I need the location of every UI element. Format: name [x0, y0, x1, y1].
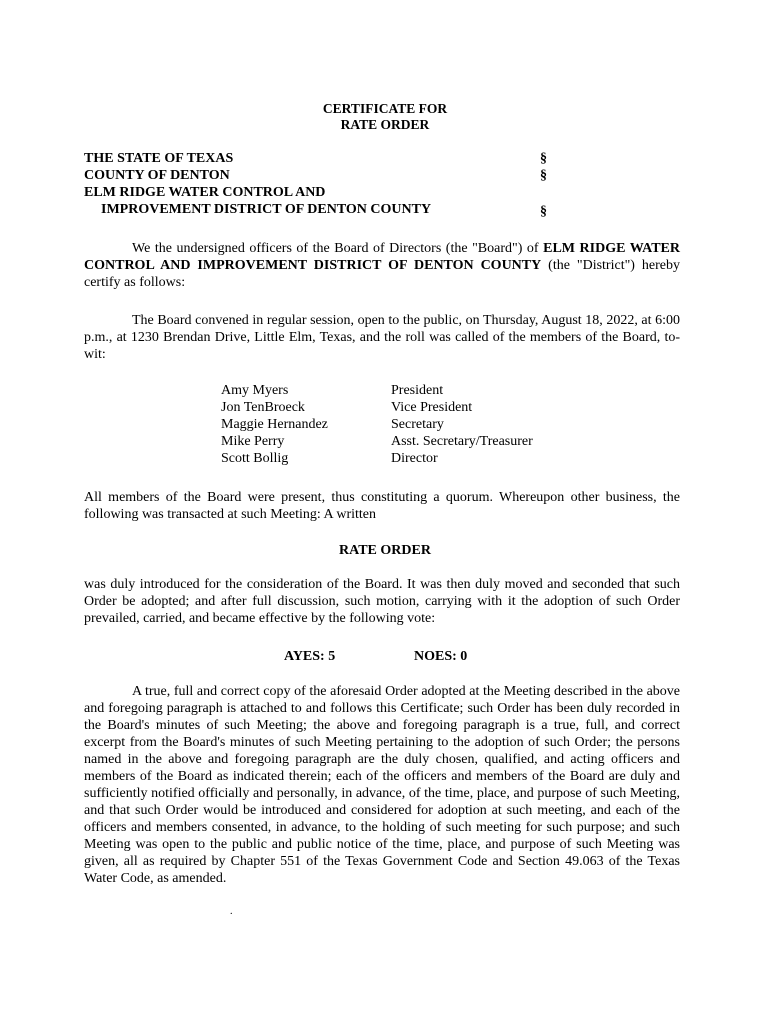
officer-title: President: [391, 383, 444, 398]
officer-title: Secretary: [391, 417, 444, 432]
district-name: ELM RIDGE WATER CONTROL AND IMPROVEMENT DISTRICT OF DENTON COUNTY: [84, 241, 680, 273]
title-line-1: CERTIFICATE FOR: [322, 101, 448, 116]
certification-text: A true, full and correct copy of the aforesaid Order adopted at the Meeting described in the above and foregoing paragraph is attached to and follows this Certificate; such Order has been duly recorded in the Board's minutes of such Meeting; the above and foregoing paragraph is a true, full, and correct excerpt from the Board's minutes of such Meeting pertaining to the adoption of such Order; the persons named in the above and foregoing paragraph are the duly chosen, qualified, and acting officers and members of the Board as indicated therein; each of the officers and members of the Board are duly and sufficiently notified officially and personally, in advance, of the time, place, and purpose of such Meeting, and that such Order would be introduced and considered for adoption at such meeting, and each of the officers and members consented, in advance, to the holding of such meeting for such purpose; and such Meeting was open to the public and public notice of the time, place, and purpose of such Meeting was given, all as required by Chapter 551 of the Texas Government Code and Section 49.063 of the Texas Water Code, as amended.: [84, 684, 680, 886]
footer-mark: .: [230, 906, 233, 917]
section-mark: §: [540, 168, 547, 183]
officer-row: [221, 399, 621, 416]
session-text: The Board convened in regular session, open to the public, on Thursday, August 18, 2022, at 6:00 p.m., at 1230 Brendan Drive, Little Elm, Texas, and the roll was called of the members of the Board, to-wit:: [84, 313, 680, 362]
caption-district-line-2: IMPROVEMENT DISTRICT OF DENTON COUNTY: [101, 202, 432, 217]
caption-county: COUNTY OF DENTON: [84, 168, 230, 183]
intro-text-1: We the undersigned officers of the Board of Directors (the "Board") of: [132, 241, 544, 256]
intro-text-2: (the "District") hereby certify as follows:: [84, 258, 680, 290]
caption-state: THE STATE OF TEXAS: [84, 151, 234, 166]
officer-name: Maggie Hernandez: [221, 417, 328, 432]
order-heading: RATE ORDER: [339, 543, 431, 558]
motion-text: was duly introduced for the consideration of the Board. It was then duly moved and seconded that such Order be adopted; and after full discussion, such motion, carrying with it the adoption of such Order prevailed, carried, and became effective by the following vote:: [84, 577, 680, 626]
officer-title: Asst. Secretary/Treasurer: [391, 434, 533, 449]
officer-name: Mike Perry: [221, 434, 285, 449]
section-mark: §: [540, 204, 547, 219]
officer-row: [221, 416, 621, 433]
officer-title: Director: [391, 451, 438, 466]
intro-paragraph: [84, 240, 680, 291]
document-title: [0, 101, 770, 133]
title-line-2: RATE ORDER: [340, 117, 430, 132]
noes-count: NOES: 0: [414, 649, 468, 664]
officer-title: Vice President: [391, 400, 473, 415]
caption-district-line-1: ELM RIDGE WATER CONTROL AND: [84, 185, 326, 200]
vote-result: [284, 648, 467, 665]
session-paragraph: [84, 312, 680, 363]
officer-row: [221, 450, 621, 467]
case-caption: [84, 150, 694, 218]
quorum-text: All members of the Board were present, thus constituting a quorum. Whereupon other business, the following was transacted at such Meeting: A written: [84, 490, 680, 522]
quorum-paragraph: [84, 489, 680, 523]
officer-name: Scott Bollig: [221, 451, 289, 466]
motion-paragraph: [84, 576, 680, 627]
section-mark: §: [540, 151, 547, 166]
officer-row: [221, 382, 621, 399]
officer-row: [221, 433, 621, 450]
officer-name: Amy Myers: [221, 383, 289, 398]
officer-roll: [221, 382, 621, 467]
certification-paragraph: [84, 683, 680, 887]
ayes-count: AYES: 5: [284, 649, 336, 664]
officer-name: Jon TenBroeck: [221, 400, 305, 415]
